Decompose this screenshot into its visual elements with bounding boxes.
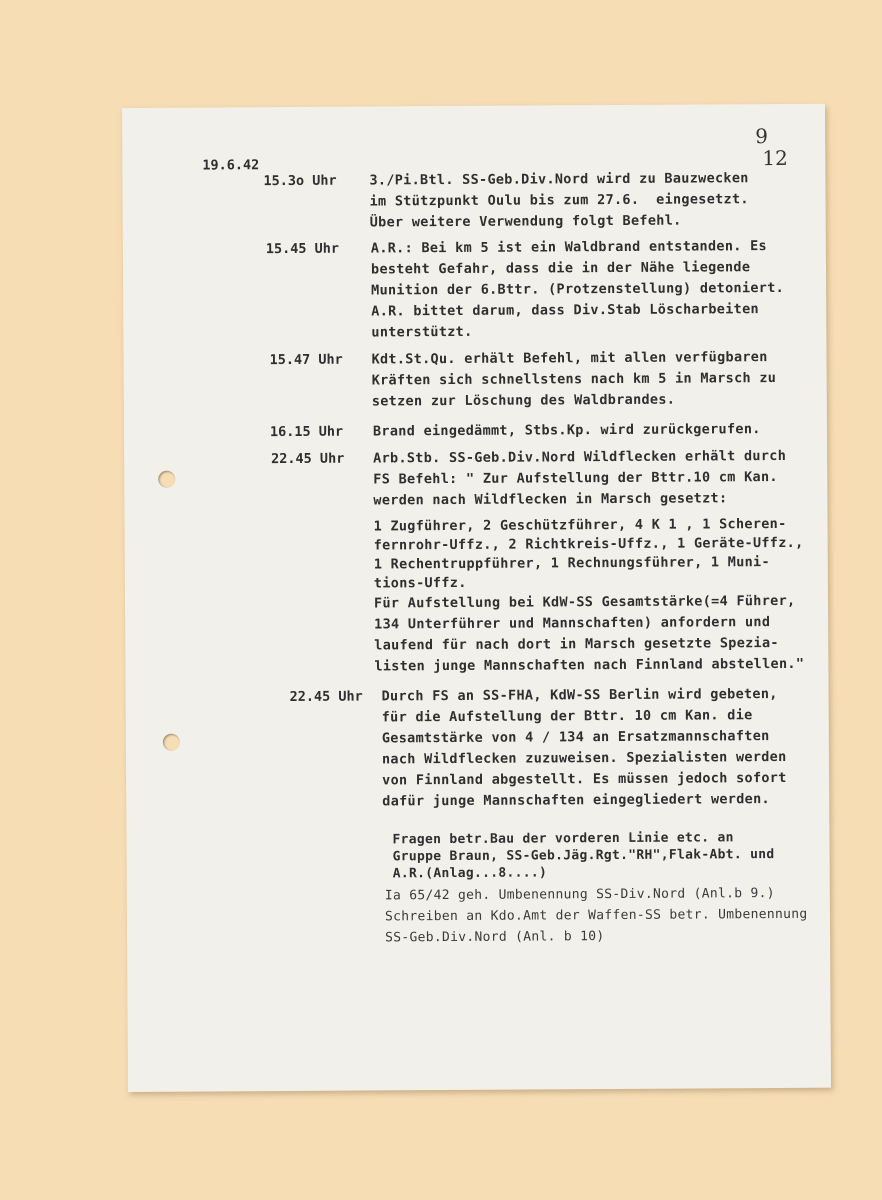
punch-hole (163, 734, 180, 751)
entry-text-line: tions-Uffz. (373, 574, 467, 592)
entry-text-line: unterstützt. (371, 323, 473, 341)
entry-text-line: Brand eingedämmt, Stbs.Kp. wird zurückgerufen. (372, 421, 761, 440)
entry-text-line: Über weitere Verwendung folgt Befehl. (369, 212, 682, 231)
punch-hole (158, 471, 175, 488)
entry-text-line: dafür junge Mannschaften eingegliedert werden. (382, 791, 770, 810)
document-page (122, 104, 831, 1092)
entry-text-line: Kdt.St.Qu. erhält Befehl, mit allen verfügbaren (371, 349, 768, 368)
entry-text-line: listen junge Mannschaften nach Finnland abstellen." (374, 655, 805, 675)
entry-text-line: Kräften sich schnellstens nach km 5 in Marsch zu (371, 370, 777, 389)
entry-text-line: nach Wildflecken zuzuweisen. Spezialisten werden (381, 748, 787, 768)
note-plain-line: SS-Geb.Div.Nord (Anl. b 10) (385, 929, 605, 946)
entry-date: 19.6.42 (202, 157, 260, 174)
page-number-top: 9 (755, 124, 768, 149)
entry-time: 15.3o Uhr (263, 172, 337, 190)
page-number-bottom: 12 (762, 145, 788, 171)
entry-text-line: Munition der 6.Bttr. (Protzenstellung) detoniert. (371, 279, 785, 299)
note-line: Fragen betr.Bau der vorderen Linie etc. an (392, 830, 734, 848)
entry-text-line: A.R. bittet darum, dass Div.Stab Löscharbeiten (371, 301, 759, 320)
entry-text-line: 3./Pi.Btl. SS-Geb.Div.Nord wird zu Bauzwecken (369, 170, 749, 189)
note-plain-line: Schreiben an Kdo.Amt der Waffen-SS betr. Umbenennung (384, 906, 808, 925)
entry-text-line: werden nach Wildflecken in Marsch gesetzt: (373, 490, 728, 509)
entry-text-line: setzen zur Löschung des Waldbrandes. (371, 391, 676, 410)
entry-text-line: für die Aufstellung der Bttr. 10 cm Kan. die (381, 707, 753, 726)
entry-text-line: Durch FS an SS-FHA, KdW-SS Berlin wird gebeten, (381, 686, 778, 705)
entry-text-line: 134 Unterführer und Mannschaften) anfordern und (374, 614, 771, 633)
entry-time: 16.15 Uhr (269, 423, 344, 441)
entry-text-line: A.R.: Bei km 5 ist ein Waldbrand entstanden. Es (370, 238, 768, 257)
entry-text-line: von Finnland abgestellt. Es müssen jedoch sofort (382, 769, 787, 789)
entry-time: 15.47 Uhr (269, 351, 343, 369)
entry-time: 22.45 Uhr (271, 450, 345, 468)
note-plain-line: Ia 65/42 geh. Umbenennung SS-Div.Nord (Anl.b 9.) (384, 886, 775, 904)
entry-text-line: besteht Gefahr, dass die in der Nähe liegende (370, 259, 751, 278)
note-line: Gruppe Braun, SS-Geb.Jäg.Rgt."RH",Flak-Abt. und (392, 847, 775, 865)
entry-text-line: Gesamtstärke von 4 / 134 an Ersatzmannschaften (381, 728, 770, 747)
entry-time: 15.45 Uhr (265, 240, 340, 258)
entry-text-line: laufend für nach dort in Marsch gesetzte Spezia- (374, 634, 779, 654)
entry-text-line: 1 Zugführer, 2 Geschützführer, 4 K 1 , 1 Scheren- (373, 515, 787, 535)
note-line: A.R.(Anlag...8....) (392, 865, 548, 882)
entry-time: 22.45 Uhr (289, 688, 363, 705)
entry-text-line: FS Befehl: " Zur Aufstellung der Bttr.10 cm Kan. (373, 469, 778, 488)
entry-text-line: fernrohr-Uffz., 2 Richtkreis-Uffz., 1 Geräte-Uffz., (373, 534, 804, 554)
entry-text-line: im Stützpunkt Oulu bis zum 27.6. eingesetzt. (369, 191, 749, 210)
entry-text-line: Für Aufstellung bei KdW-SS Gesamtstärke(=4 Führer, (373, 592, 796, 612)
entry-text-line: 1 Rechentruppführer, 1 Rechnungsführer, 1 Muni- (373, 554, 770, 573)
entry-text-line: Arb.Stb. SS-Geb.Div.Nord Wildflecken erhält durch (373, 447, 787, 467)
